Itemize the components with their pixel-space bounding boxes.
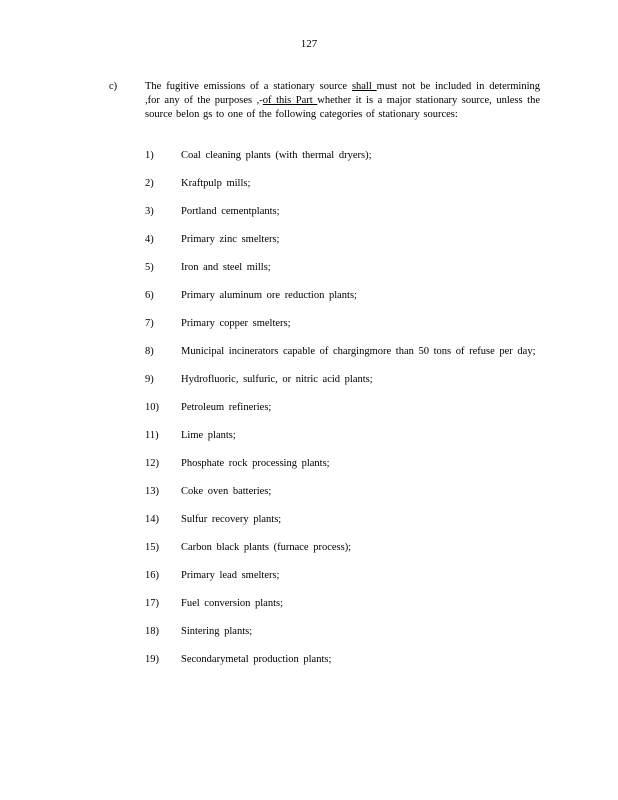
list-item-number: 19) (145, 654, 159, 665)
list-item-text: Portland cementplants; (181, 206, 280, 217)
list-item (145, 317, 540, 331)
list-item-text: Sintering plants; (181, 626, 253, 637)
list-item-text: Coke oven batteries; (181, 486, 272, 497)
list-item-text: Primary zinc smelters; (181, 234, 280, 245)
list-item-text: Carbon black plants (furnace process); (181, 542, 352, 553)
intro-text-part3: for any of the purposes (147, 95, 257, 106)
list-item-text: Coal cleaning plants (with thermal dryers); (181, 150, 372, 161)
intro-text-part1: The fugitive emissions of a stationary source (145, 81, 352, 92)
intro-text-part2: must not be included in determining (376, 81, 540, 92)
list-item-number: 18) (145, 626, 159, 637)
list-item-text: Fuel conversion plants; (181, 598, 283, 609)
section-intro-paragraph (145, 80, 540, 122)
list-item-number: 2) (145, 178, 154, 189)
intro-inserted-of-this-part: of this Part (262, 95, 318, 106)
list-item-text: Petroleum refineries; (181, 402, 272, 413)
list-item (145, 149, 540, 163)
list-item (145, 653, 540, 667)
list-item-text: Secondarymetal production plants; (181, 654, 332, 665)
list-item-number: 6) (145, 290, 154, 301)
source-category-list (145, 149, 540, 681)
list-item-number: 13) (145, 486, 159, 497)
list-item-number: 11) (145, 430, 159, 441)
list-item-text: Primary lead smelters; (181, 570, 280, 581)
list-item-text: Sulfur recovery plants; (181, 514, 282, 525)
list-item (145, 373, 540, 387)
list-item-text: Municipal incinerators capable of chargingmore than 50 tons of refuse per day; (181, 346, 536, 357)
intro-text-part4: ,- (256, 95, 263, 106)
list-item-number: 5) (145, 262, 154, 273)
list-item (145, 569, 540, 583)
list-item (145, 597, 540, 611)
list-item-number: 10) (145, 402, 159, 413)
list-item (145, 401, 540, 415)
list-item-text: Iron and steel mills; (181, 262, 271, 273)
list-item-text: Primary aluminum ore reduction plants; (181, 290, 357, 301)
intro-text-part5: whether it is a major stationary source, unless the source belon gs to one of the following categories of stationary sources: (145, 95, 540, 120)
list-item-number: 8) (145, 346, 154, 357)
list-item-number: 4) (145, 234, 154, 245)
page-number: 127 (300, 38, 318, 50)
list-item-number: 9) (145, 374, 154, 385)
list-item (145, 625, 540, 639)
list-item (145, 261, 540, 275)
list-item (145, 289, 540, 303)
list-item (145, 233, 540, 247)
list-item-number: 15) (145, 542, 159, 553)
list-item-text: Lime plants; (181, 430, 236, 441)
list-item-number: 1) (145, 150, 154, 161)
list-item (145, 485, 540, 499)
list-item-text: Hydrofluoric, sulfuric, or nitric acid plants; (181, 374, 373, 385)
list-item (145, 429, 540, 443)
list-item (145, 541, 540, 555)
list-item-number: 3) (145, 206, 154, 217)
intro-struck-comma: , (145, 95, 148, 106)
intro-inserted-shall: shall (351, 81, 377, 92)
list-item-text: Kraftpulp mills; (181, 178, 251, 189)
list-item-number: 12) (145, 458, 159, 469)
list-item-number: 7) (145, 318, 154, 329)
list-item-number: 17) (145, 598, 159, 609)
list-item-text: Phosphate rock processing plants; (181, 458, 330, 469)
section-marker: c) (109, 81, 118, 92)
list-item (145, 457, 540, 471)
list-item (145, 205, 540, 219)
list-item-number: 14) (145, 514, 159, 525)
list-item-text: Primary copper smelters; (181, 318, 291, 329)
list-item (145, 345, 540, 359)
list-item (145, 513, 540, 527)
list-item-number: 16) (145, 570, 159, 581)
list-item (145, 177, 540, 191)
